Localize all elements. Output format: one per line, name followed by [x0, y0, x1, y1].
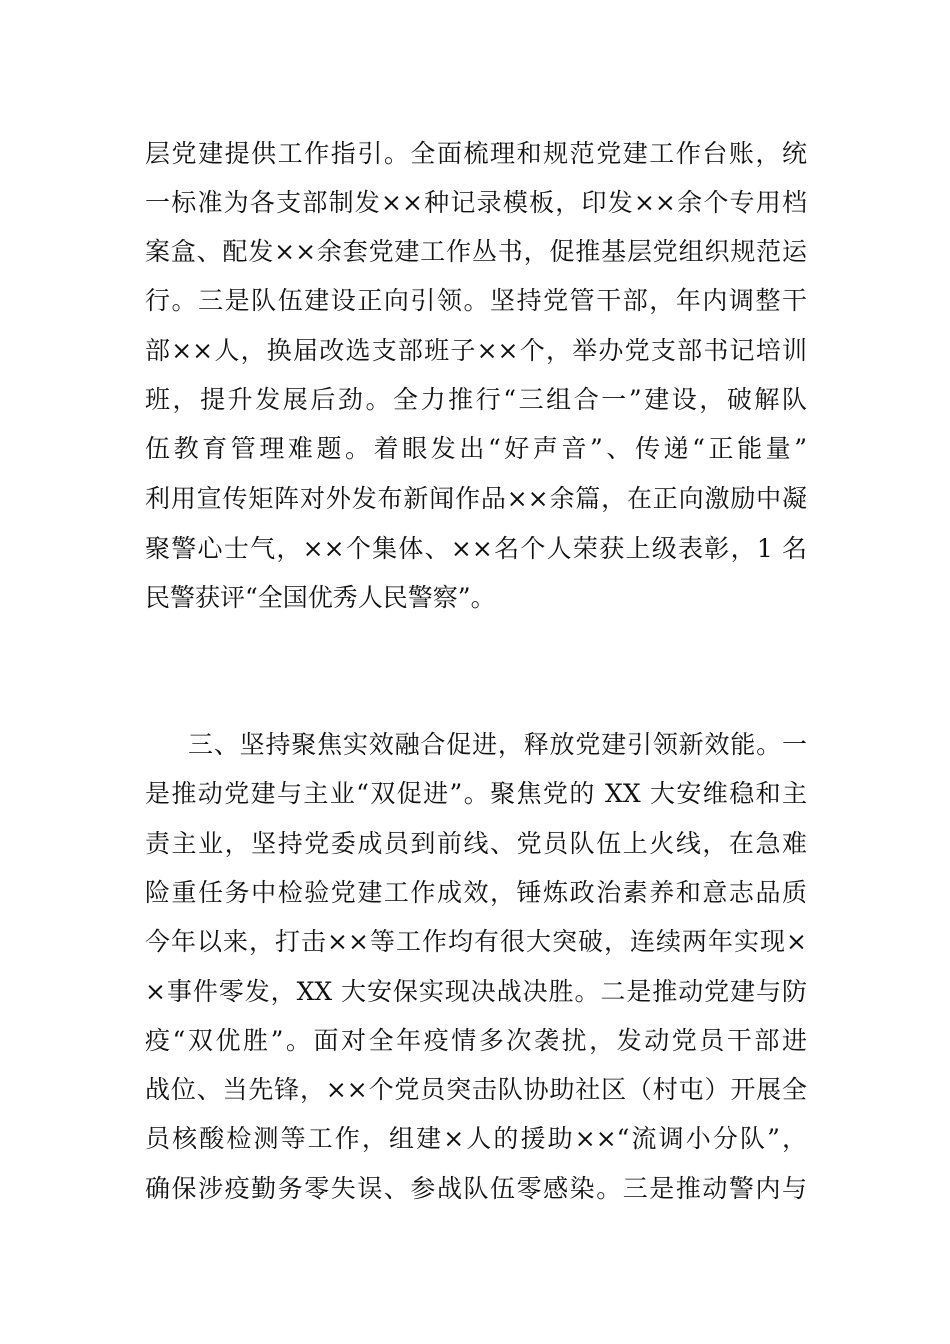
text-line: 民警获评“全国优秀人民警察”。	[145, 583, 496, 612]
text-line: 今年以来，打击××等工作均有很大突破，连续两年实现×	[145, 927, 807, 956]
text-line: 一标准为各支部制发××种记录模板，印发××余个专用档	[145, 188, 807, 217]
text-line: 伍教育管理难题。着眼发出“好声音”、传递“正能量”	[145, 434, 807, 463]
text-line: 班，提升发展后劲。全力推行“三组合一”建设，破解队	[145, 385, 807, 414]
text-line: 疫“双优胜”。面对全年疫情多次袭扰，发动党员干部进	[145, 1026, 807, 1055]
section-heading-line: 三、坚持聚焦实效融合促进，释放党建引领新效能。一	[188, 730, 807, 759]
text-line: ×事件零发，XX 大安保实现决战决胜。二是推动党建与防	[145, 977, 807, 1006]
text-line: 险重任务中检验党建工作成效，锤炼政治素养和意志品质	[145, 878, 807, 907]
text-line: 是推动党建与主业“双促进”。聚焦党的 XX 大安维稳和主	[145, 779, 807, 808]
text-line: 利用宣传矩阵对外发布新闻作品××余篇，在正向激励中凝	[145, 484, 807, 513]
text-line: 行。三是队伍建设正向引领。坚持党管干部，年内调整干	[145, 286, 807, 315]
text-line: 案盒、配发××余套党建工作丛书，促推基层党组织规范运	[145, 237, 807, 266]
text-line: 层党建提供工作指引。全面梳理和规范党建工作台账，统	[145, 139, 807, 168]
text-line: 确保涉疫勤务零失误、参战队伍零感染。三是推动警内与	[145, 1174, 807, 1203]
text-line: 聚警心士气，××个集体、××名个人荣获上级表彰，1 名	[145, 534, 807, 563]
text-line: 员核酸检测等工作，组建×人的援助××“流调小分队”，	[145, 1124, 807, 1153]
text-line: 战位、当先锋，××个党员突击队协助社区（村屯）开展全	[145, 1075, 807, 1104]
text-line: 部××人，换届改选支部班子××个，举办党支部书记培训	[145, 336, 807, 365]
text-line: 责主业，坚持党委成员到前线、党员队伍上火线，在急难	[145, 829, 807, 858]
